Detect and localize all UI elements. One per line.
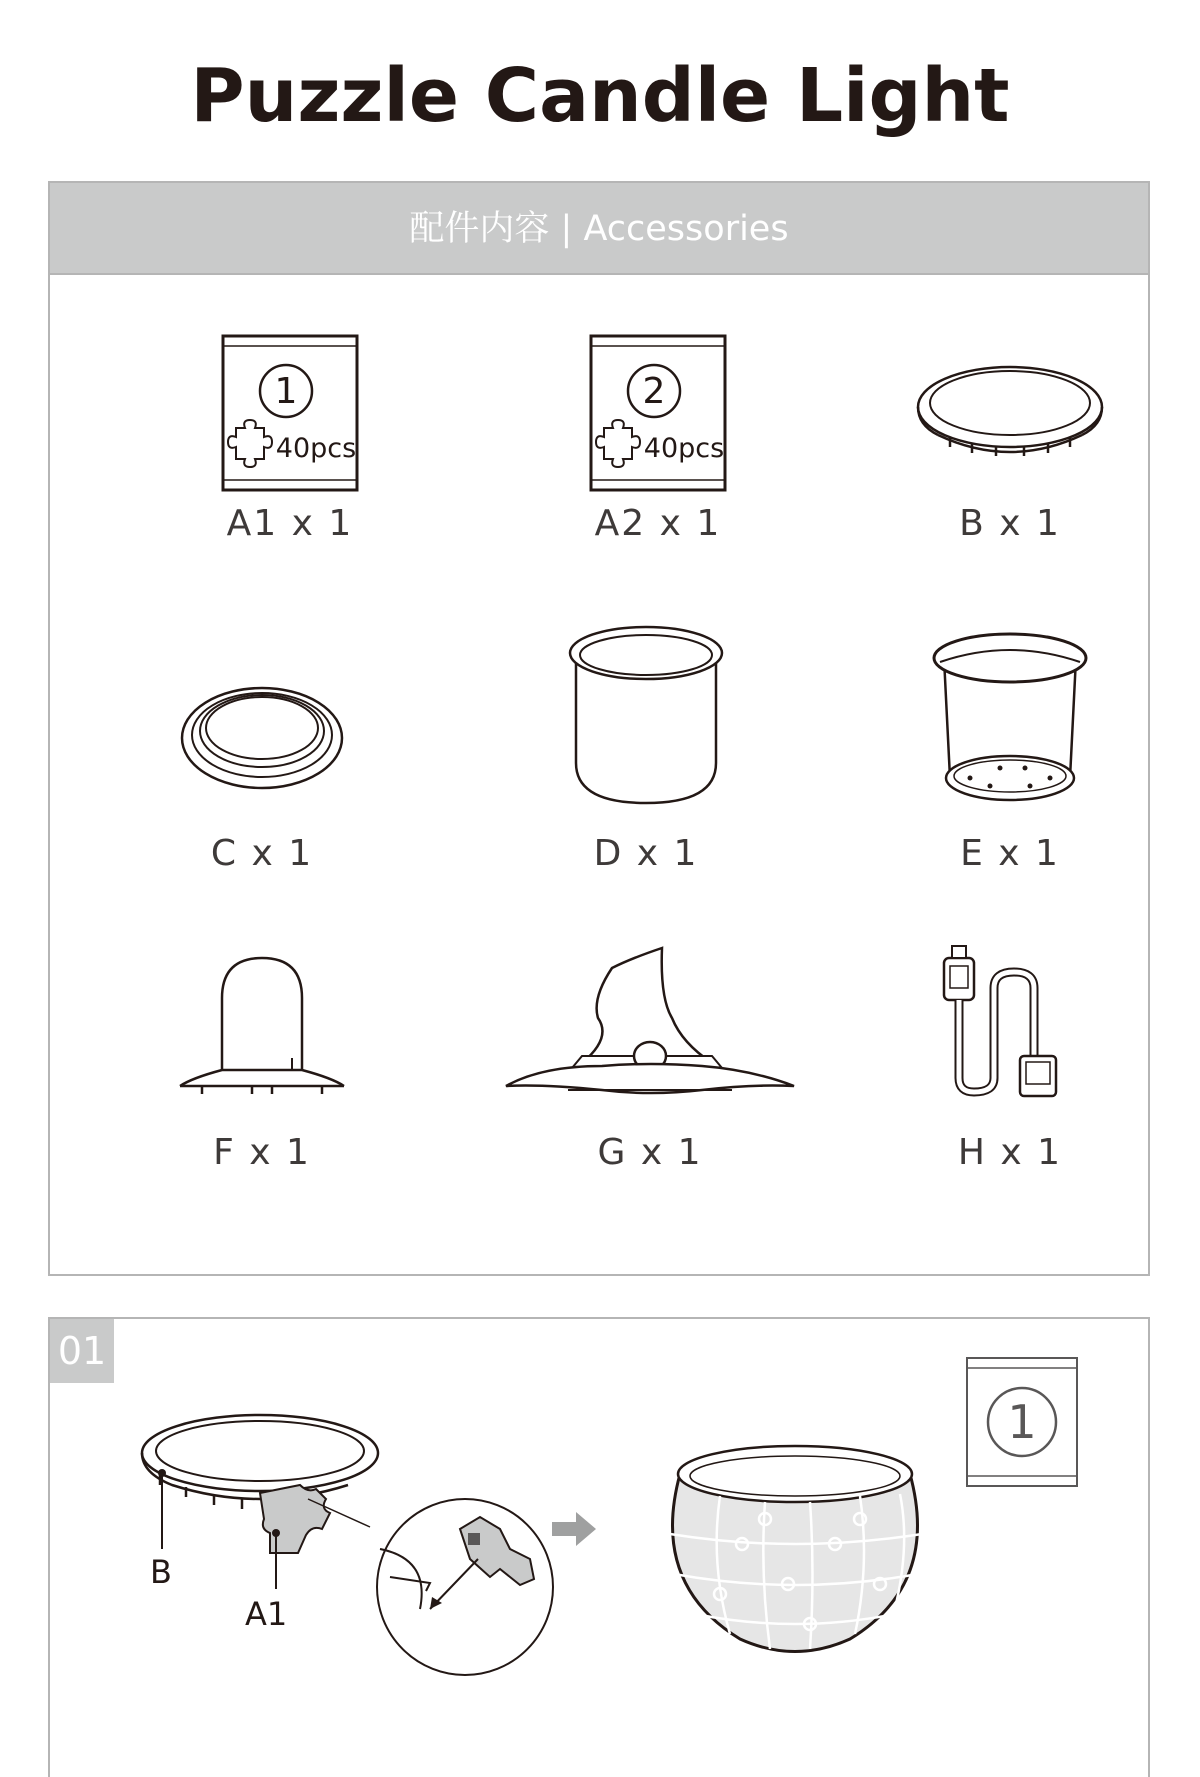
accessories-header: 配件内容 | Accessories	[50, 183, 1148, 275]
page-title: Puzzle Candle Light	[190, 53, 1010, 139]
callout-b: B	[150, 1553, 172, 1591]
witch-hat-g-icon	[502, 938, 798, 1098]
label-c: C x 1	[210, 833, 314, 874]
pack-count-a2: 40pcs	[643, 433, 725, 464]
puzzle-pack-a1-icon	[220, 333, 360, 493]
label-e: E x 1	[960, 833, 1060, 874]
base-ring-b-icon	[910, 363, 1110, 463]
step-01-panel	[48, 1317, 1150, 1777]
accessory-d	[496, 623, 796, 893]
light-base-f-icon	[172, 938, 352, 1098]
label-f: F x 1	[213, 1132, 311, 1173]
accessory-g	[500, 938, 800, 1188]
step-pack-1-icon	[965, 1356, 1079, 1488]
ring-c-icon	[177, 683, 347, 793]
step-ring-assembly-illustration	[130, 1409, 580, 1679]
label-b: B x 1	[959, 503, 1061, 544]
label-d: D x 1	[593, 833, 699, 874]
puzzle-bowl-illustration	[660, 1434, 930, 1659]
pack-number-a1: 1	[274, 371, 298, 412]
accessory-f	[112, 938, 412, 1188]
accessory-a1	[140, 333, 440, 553]
step-number: 01	[50, 1319, 114, 1383]
cup-e-icon	[930, 628, 1090, 808]
accessory-c	[112, 683, 412, 893]
label-a1: A1 x 1	[226, 503, 354, 544]
accessory-a2	[508, 333, 808, 553]
accessory-e	[860, 628, 1160, 893]
pack-count-a1: 40pcs	[275, 433, 357, 464]
puzzle-pack-a2-icon	[588, 333, 728, 493]
accessories-panel	[48, 181, 1150, 1276]
label-g: G x 1	[597, 1132, 703, 1173]
cup-d-icon	[566, 623, 726, 808]
callout-a1: A1	[245, 1595, 288, 1633]
label-a2: A2 x 1	[594, 503, 722, 544]
right-arrow-icon	[550, 1509, 600, 1549]
accessory-b	[860, 363, 1160, 553]
pack-number-a2: 2	[642, 371, 666, 412]
usb-cable-h-icon	[930, 938, 1090, 1098]
accessory-h	[860, 938, 1160, 1188]
step-pack-number: 1	[1007, 1395, 1037, 1449]
label-h: H x 1	[957, 1132, 1063, 1173]
